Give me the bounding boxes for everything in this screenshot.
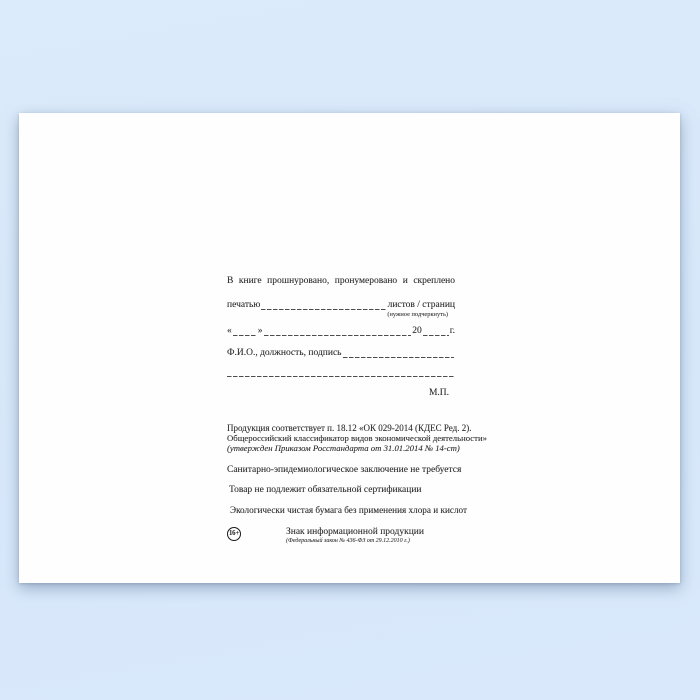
blank-year	[423, 326, 449, 336]
okved-compliance-line2: Общероссийский классификатор видов экономической деятельности»	[227, 433, 487, 443]
date-line	[227, 325, 455, 337]
age-16-badge-icon: 16+	[227, 527, 241, 541]
listov-stranits-label: листов / страниц	[387, 300, 455, 310]
blank-extra-line	[227, 376, 455, 377]
blank-month	[264, 326, 412, 336]
close-quote: »	[257, 326, 263, 336]
certification-statement-line: Товар не подлежит обязательной сертификации	[229, 485, 422, 495]
fio-label: Ф.И.О., должность, подпись	[227, 348, 342, 358]
colophon-text-block	[227, 276, 487, 545]
okved-compliance-line1: Продукция соответствует п. 18.12 «ОК 029-2014 (КДЕС Ред. 2).	[227, 423, 472, 433]
eco-paper-statement-line: Экологически чистая бумага без применения хлора и кислот	[230, 505, 468, 515]
blank-count-line	[261, 300, 386, 310]
federal-law-note: (Федеральный закон № 436-ФЗ от 29.12.2010 г.)	[286, 538, 410, 544]
seal-pechatyu-line	[227, 299, 455, 311]
pechatyu-label: печатью	[227, 300, 261, 310]
sanitary-statement-line: Санитарно-эпидемиологическое заключение не требуется	[227, 465, 462, 475]
age-mark-row	[227, 527, 455, 545]
fio-signature-line	[227, 347, 455, 359]
info-product-mark-label: Знак информационной продукции	[286, 527, 424, 537]
open-quote: «	[227, 326, 232, 336]
blank-day	[233, 326, 257, 336]
document-sheet	[19, 113, 680, 583]
okved-compliance-line3: (утвержден Приказом Росстандарта от 31.01.2014 № 14-ст)	[227, 443, 460, 453]
underline-needed-note: (нужное подчеркнуть)	[387, 311, 448, 318]
age-mark-text	[286, 527, 424, 545]
seal-statement-line: В книге прошнуровано, пронумеровано и скреплено	[227, 276, 455, 286]
year-prefix-label: 20	[412, 326, 422, 336]
year-suffix-label: г.	[449, 326, 455, 336]
stamp-place-label: М.П.	[428, 388, 449, 398]
blank-signature	[343, 348, 455, 358]
